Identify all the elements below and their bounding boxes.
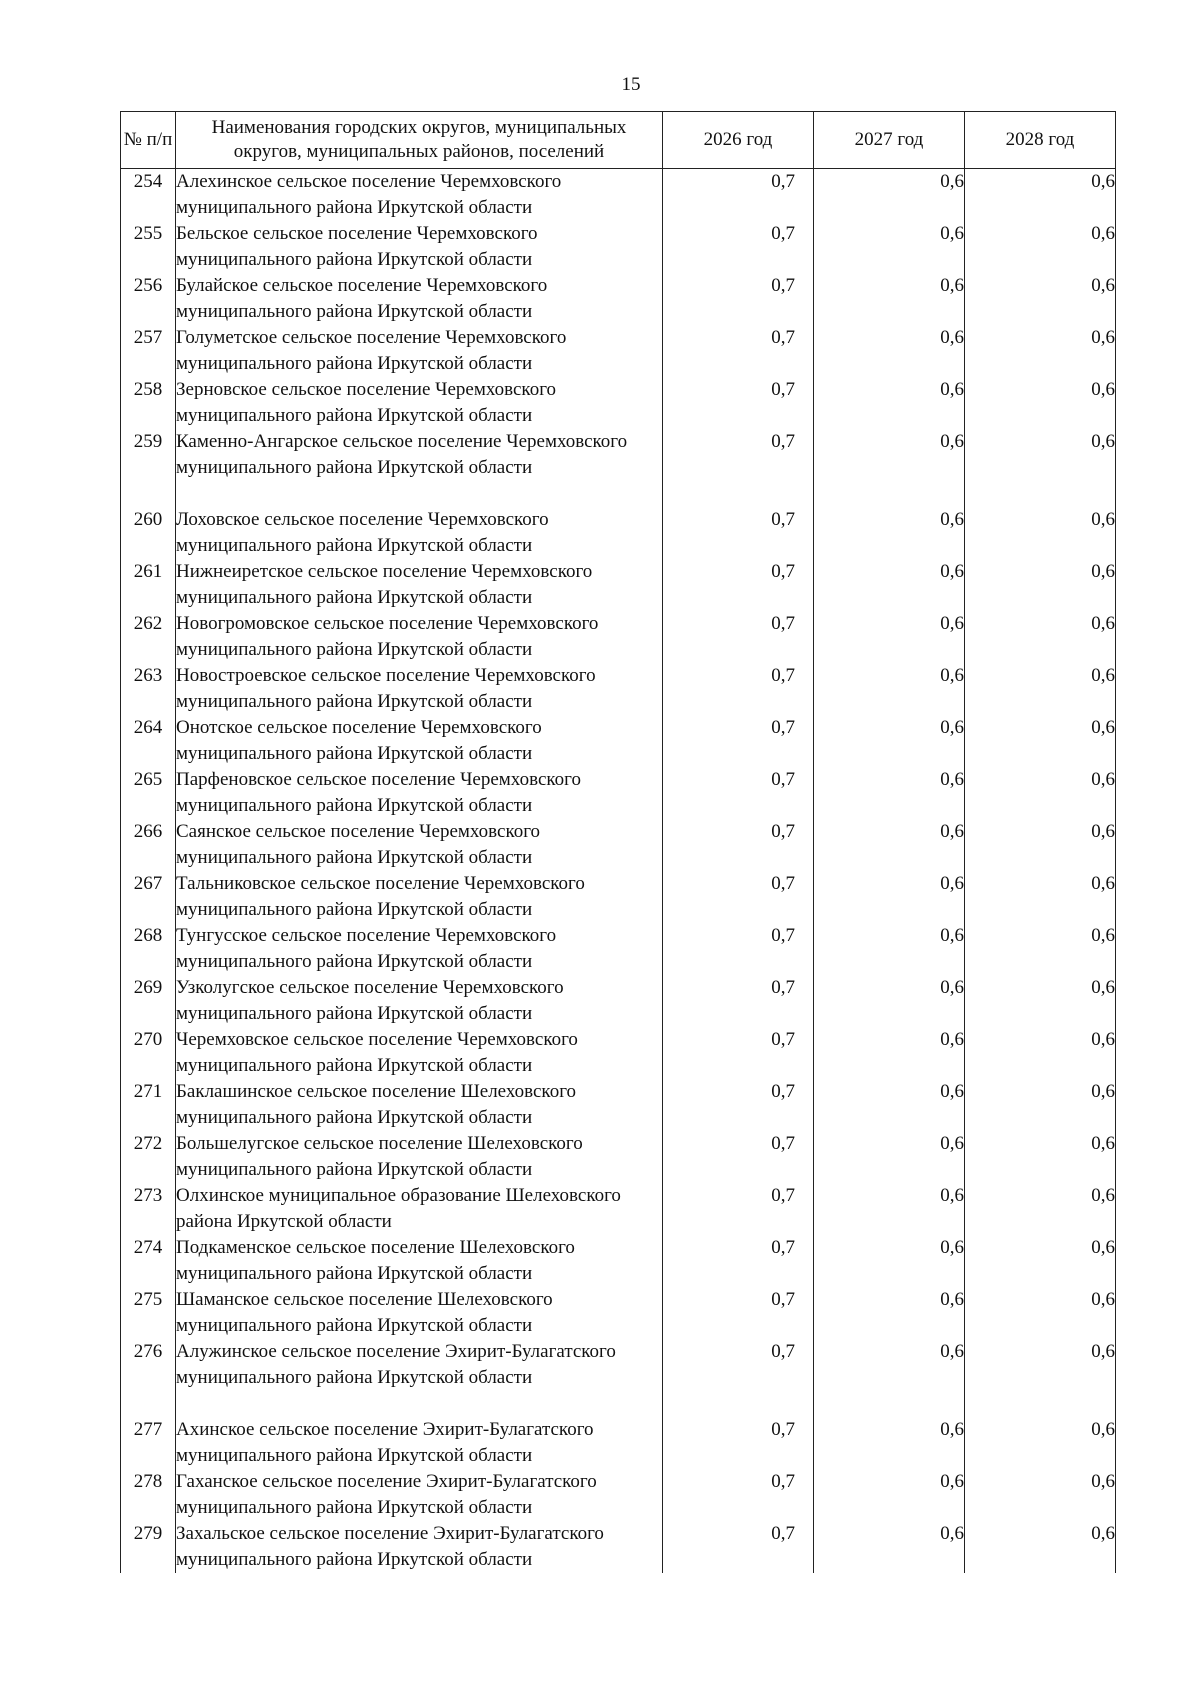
table-row [121, 1027, 1116, 1079]
table-row [121, 923, 1116, 975]
table-row [121, 1183, 1116, 1235]
value-2026: 0,7 [663, 1521, 814, 1573]
value-2028: 0,6 [965, 507, 1116, 559]
value-2028: 0,6 [965, 1469, 1116, 1521]
table-row [121, 871, 1116, 923]
value-2026: 0,7 [663, 507, 814, 559]
value-2026: 0,7 [663, 819, 814, 871]
table-row [121, 1131, 1116, 1183]
table-row [121, 767, 1116, 819]
row-number: 268 [121, 923, 176, 975]
value-2028: 0,6 [965, 1339, 1116, 1417]
table-row [121, 221, 1116, 273]
value-2026: 0,7 [663, 715, 814, 767]
row-name: Олхинское муниципальное образование Шелеховского района Иркутской области [176, 1183, 663, 1235]
row-number: 257 [121, 325, 176, 377]
value-2026: 0,7 [663, 767, 814, 819]
value-2027: 0,6 [814, 1027, 965, 1079]
value-2027: 0,6 [814, 975, 965, 1027]
value-2027: 0,6 [814, 923, 965, 975]
value-2028: 0,6 [965, 871, 1116, 923]
table-row [121, 169, 1116, 222]
row-number: 261 [121, 559, 176, 611]
table-row [121, 663, 1116, 715]
row-name: Голуметское сельское поселение Черемховского муниципального района Иркутской области [176, 325, 663, 377]
row-number: 256 [121, 273, 176, 325]
value-2028: 0,6 [965, 819, 1116, 871]
header-number: № п/п [121, 112, 176, 169]
row-number: 277 [121, 1417, 176, 1469]
row-number: 262 [121, 611, 176, 663]
value-2027: 0,6 [814, 559, 965, 611]
value-2026: 0,7 [663, 871, 814, 923]
value-2027: 0,6 [814, 507, 965, 559]
value-2028: 0,6 [965, 559, 1116, 611]
row-name: Большелугское сельское поселение Шелеховского муниципального района Иркутской области [176, 1131, 663, 1183]
row-name: Черемховское сельское поселение Черемховского муниципального района Иркутской области [176, 1027, 663, 1079]
row-name: Лоховское сельское поселение Черемховского муниципального района Иркутской области [176, 507, 663, 559]
value-2026: 0,7 [663, 1287, 814, 1339]
row-name: Тальниковское сельское поселение Черемховского муниципального района Иркутской области [176, 871, 663, 923]
table-row [121, 325, 1116, 377]
row-name: Нижнеиретское сельское поселение Черемховского муниципального района Иркутской области [176, 559, 663, 611]
page-number: 15 [621, 74, 641, 95]
table-header-row [121, 112, 1116, 169]
value-2026: 0,7 [663, 1183, 814, 1235]
value-2027: 0,6 [814, 325, 965, 377]
value-2028: 0,6 [965, 325, 1116, 377]
row-name: Тунгусское сельское поселение Черемховского муниципального района Иркутской области [176, 923, 663, 975]
row-number: 254 [121, 169, 176, 222]
row-name: Онотское сельское поселение Черемховского муниципального района Иркутской области [176, 715, 663, 767]
header-2027: 2027 год [814, 112, 965, 169]
value-2026: 0,7 [663, 325, 814, 377]
row-name: Ахинское сельское поселение Эхирит-Булагатского муниципального района Иркутской области [176, 1417, 663, 1469]
value-2028: 0,6 [965, 1131, 1116, 1183]
row-name: Узколугское сельское поселение Черемховского муниципального района Иркутской области [176, 975, 663, 1027]
value-2027: 0,6 [814, 1417, 965, 1469]
row-number: 259 [121, 429, 176, 507]
row-number: 255 [121, 221, 176, 273]
row-number: 271 [121, 1079, 176, 1131]
row-number: 275 [121, 1287, 176, 1339]
row-name: Саянское сельское поселение Черемховского муниципального района Иркутской области [176, 819, 663, 871]
table-row [121, 1079, 1116, 1131]
value-2028: 0,6 [965, 1521, 1116, 1573]
value-2026: 0,7 [663, 377, 814, 429]
table-row [121, 1417, 1116, 1469]
table-row [121, 1339, 1116, 1417]
value-2027: 0,6 [814, 1131, 965, 1183]
value-2028: 0,6 [965, 273, 1116, 325]
row-number: 269 [121, 975, 176, 1027]
row-number: 278 [121, 1469, 176, 1521]
value-2028: 0,6 [965, 169, 1116, 222]
row-number: 266 [121, 819, 176, 871]
value-2026: 0,7 [663, 923, 814, 975]
value-2027: 0,6 [814, 377, 965, 429]
table-row [121, 1235, 1116, 1287]
table-row [121, 1287, 1116, 1339]
row-name: Новостроевское сельское поселение Черемховского муниципального района Иркутской области [176, 663, 663, 715]
value-2027: 0,6 [814, 819, 965, 871]
row-name: Новогромовское сельское поселение Черемховского муниципального района Иркутской области [176, 611, 663, 663]
row-name: Каменно-Ангарское сельское поселение Черемховского муниципального района Иркутской области [176, 429, 663, 507]
value-2026: 0,7 [663, 169, 814, 222]
value-2027: 0,6 [814, 1469, 965, 1521]
header-2026: 2026 год [663, 112, 814, 169]
value-2027: 0,6 [814, 169, 965, 222]
row-name: Шаманское сельское поселение Шелеховского муниципального района Иркутской области [176, 1287, 663, 1339]
value-2027: 0,6 [814, 611, 965, 663]
value-2028: 0,6 [965, 923, 1116, 975]
row-number: 264 [121, 715, 176, 767]
value-2026: 0,7 [663, 1417, 814, 1469]
row-number: 272 [121, 1131, 176, 1183]
header-2028: 2028 год [965, 112, 1116, 169]
value-2027: 0,6 [814, 1079, 965, 1131]
value-2027: 0,6 [814, 715, 965, 767]
table-row [121, 819, 1116, 871]
value-2028: 0,6 [965, 429, 1116, 507]
value-2027: 0,6 [814, 1339, 965, 1417]
value-2028: 0,6 [965, 663, 1116, 715]
value-2027: 0,6 [814, 1521, 965, 1573]
row-number: 258 [121, 377, 176, 429]
table-row [121, 1521, 1116, 1573]
row-number: 276 [121, 1339, 176, 1417]
value-2026: 0,7 [663, 429, 814, 507]
header-name: Наименования городских округов, муниципальных округов, муниципальных районов, поселений [176, 112, 663, 169]
value-2028: 0,6 [965, 611, 1116, 663]
value-2028: 0,6 [965, 221, 1116, 273]
table-row [121, 273, 1116, 325]
value-2028: 0,6 [965, 1235, 1116, 1287]
value-2027: 0,6 [814, 429, 965, 507]
value-2026: 0,7 [663, 1079, 814, 1131]
table-row [121, 377, 1116, 429]
value-2026: 0,7 [663, 1469, 814, 1521]
value-2028: 0,6 [965, 1027, 1116, 1079]
table-row [121, 975, 1116, 1027]
value-2026: 0,7 [663, 663, 814, 715]
row-name: Зерновское сельское поселение Черемховского муниципального района Иркутской области [176, 377, 663, 429]
value-2026: 0,7 [663, 273, 814, 325]
value-2027: 0,6 [814, 663, 965, 715]
value-2027: 0,6 [814, 1183, 965, 1235]
value-2028: 0,6 [965, 975, 1116, 1027]
value-2028: 0,6 [965, 1183, 1116, 1235]
row-name: Булайское сельское поселение Черемховского муниципального района Иркутской области [176, 273, 663, 325]
row-name: Гаханское сельское поселение Эхирит-Булагатского муниципального района Иркутской области [176, 1469, 663, 1521]
row-number: 273 [121, 1183, 176, 1235]
value-2028: 0,6 [965, 1079, 1116, 1131]
value-2026: 0,7 [663, 559, 814, 611]
value-2027: 0,6 [814, 221, 965, 273]
row-number: 267 [121, 871, 176, 923]
row-name: Алехинское сельское поселение Черемховского муниципального района Иркутской области [176, 169, 663, 222]
value-2027: 0,6 [814, 767, 965, 819]
row-number: 270 [121, 1027, 176, 1079]
row-number: 265 [121, 767, 176, 819]
table-row [121, 507, 1116, 559]
table-row [121, 559, 1116, 611]
row-name: Бельское сельское поселение Черемховского муниципального района Иркутской области [176, 221, 663, 273]
row-name: Захальское сельское поселение Эхирит-Булагатского муниципального района Иркутской области [176, 1521, 663, 1573]
row-name: Подкаменское сельское поселение Шелеховского муниципального района Иркутской области [176, 1235, 663, 1287]
allocation-table [120, 111, 1116, 1573]
row-number: 260 [121, 507, 176, 559]
value-2027: 0,6 [814, 1287, 965, 1339]
value-2027: 0,6 [814, 871, 965, 923]
value-2028: 0,6 [965, 767, 1116, 819]
value-2026: 0,7 [663, 1339, 814, 1417]
row-name: Парфеновское сельское поселение Черемховского муниципального района Иркутской области [176, 767, 663, 819]
value-2028: 0,6 [965, 715, 1116, 767]
value-2026: 0,7 [663, 221, 814, 273]
value-2027: 0,6 [814, 273, 965, 325]
row-number: 263 [121, 663, 176, 715]
value-2026: 0,7 [663, 1235, 814, 1287]
row-name: Алужинское сельское поселение Эхирит-Булагатского муниципального района Иркутской области [176, 1339, 663, 1417]
value-2028: 0,6 [965, 1417, 1116, 1469]
row-number: 279 [121, 1521, 176, 1573]
row-number: 274 [121, 1235, 176, 1287]
table-row [121, 1469, 1116, 1521]
value-2026: 0,7 [663, 1131, 814, 1183]
table-row [121, 611, 1116, 663]
table-row [121, 715, 1116, 767]
value-2026: 0,7 [663, 975, 814, 1027]
table-row [121, 429, 1116, 507]
row-name: Баклашинское сельское поселение Шелеховского муниципального района Иркутской области [176, 1079, 663, 1131]
table-body [121, 169, 1116, 1574]
value-2026: 0,7 [663, 1027, 814, 1079]
value-2028: 0,6 [965, 1287, 1116, 1339]
value-2026: 0,7 [663, 611, 814, 663]
value-2028: 0,6 [965, 377, 1116, 429]
value-2027: 0,6 [814, 1235, 965, 1287]
